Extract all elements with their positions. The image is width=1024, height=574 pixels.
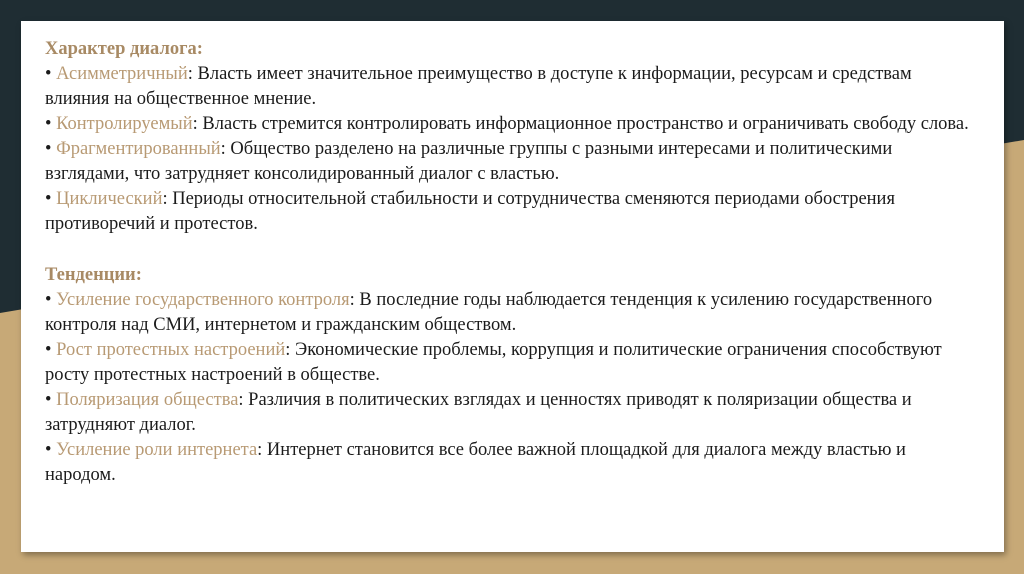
list-item-term: Циклический <box>56 189 163 209</box>
list-item-text: : Власть стремится контролировать информационное пространство и ограничивать свободу слова. <box>192 114 969 134</box>
list-item-text: : В последние годы наблюдается тенденция к усилению государственного контроля над СМИ, интернетом и гражданским обществом. <box>45 290 933 335</box>
section-heading-trends: Тенденции: <box>45 265 142 285</box>
list-item-term: Усиление государственного контроля <box>56 290 350 310</box>
list-item-term: Фрагментированный <box>56 139 221 159</box>
list-item-term: Поляризация общества <box>56 390 239 410</box>
list-item-term: Усиление роли интернета <box>56 440 258 460</box>
list-item-text: : Власть имеет значительное преимущество в доступе к информации, ресурсам и средствам влияния на общественное мнение. <box>45 64 912 109</box>
list-item-term: Контролируемый <box>56 114 193 134</box>
list-item-text: : Интернет становится все более важной площадкой для диалога между властью и народом. <box>45 440 906 485</box>
section-heading-dialogue-character: Характер диалога: <box>45 39 203 59</box>
list-item: • Усиление государственного контроля: В последние годы наблюдается тенденция к усилению государственного контроля над СМИ, интернетом и гражданским обществом. <box>45 290 933 335</box>
list-item-text: : Экономические проблемы, коррупция и политические ограничения способствуют росту протестных настроений в обществе. <box>45 340 942 385</box>
list-item: • Рост протестных настроений: Экономические проблемы, коррупция и политические ограничения способствуют росту протестных настроений в обществе. <box>45 340 942 385</box>
list-item-text: : Периоды относительной стабильности и сотрудничества сменяются периодами обострения противоречий и протестов. <box>45 189 895 234</box>
list-item-text: : Общество разделено на различные группы с разными интересами и политическими взглядами, что затрудняет консолидированный диалог с властью. <box>45 139 893 184</box>
section-spacer <box>45 237 980 263</box>
list-item: • Асимметричный: Власть имеет значительное преимущество в доступе к информации, ресурсам и средствам влияния на общественное мнение. <box>45 64 912 109</box>
list-item-text: : Различия в политических взглядах и ценностях приводят к поляризации общества и затрудняют диалог. <box>45 390 912 435</box>
list-item-term: Рост протестных настроений <box>56 340 286 360</box>
content-card <box>21 21 1004 552</box>
list-item-term: Асимметричный <box>56 64 188 84</box>
list-item: • Циклический: Периоды относительной стабильности и сотрудничества сменяются периодами обострения противоречий и протестов. <box>45 189 895 234</box>
list-item: • Поляризация общества: Различия в политических взглядах и ценностях приводят к поляризации общества и затрудняют диалог. <box>45 390 912 435</box>
list-item: • Усиление роли интернета: Интернет становится все более важной площадкой для диалога между властью и народом. <box>45 440 906 485</box>
list-item: • Контролируемый: Власть стремится контролировать информационное пространство и ограничивать свободу слова. <box>45 114 969 134</box>
list-item: • Фрагментированный: Общество разделено на различные группы с разными интересами и политическими взглядами, что затрудняет консолидированный диалог с властью. <box>45 139 893 184</box>
